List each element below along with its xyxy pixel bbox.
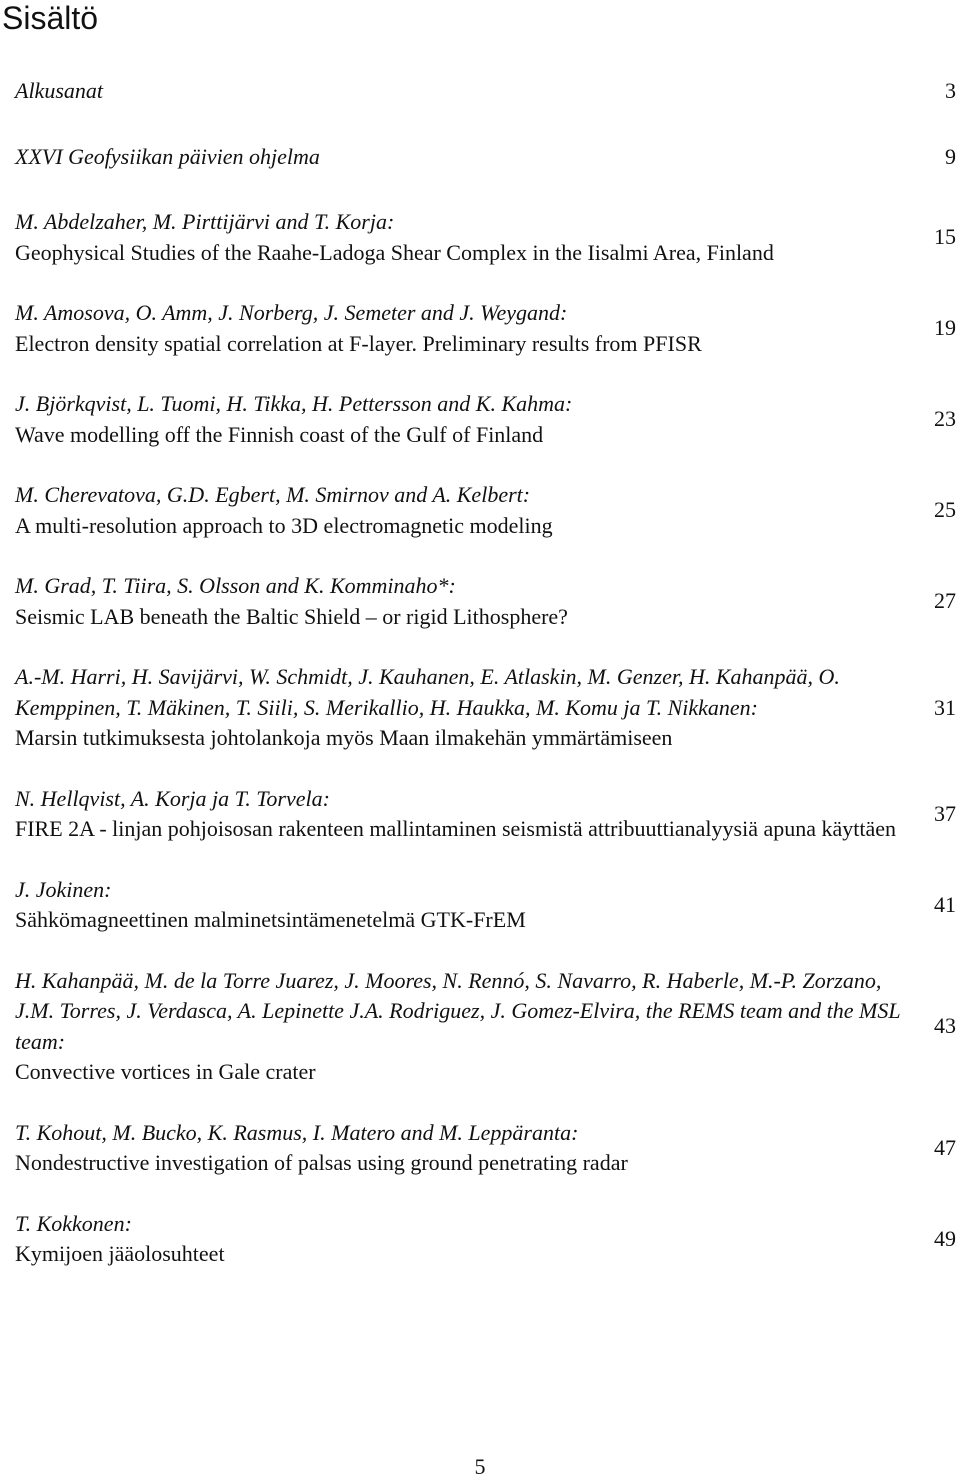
entry-page-number: 27: [934, 588, 956, 614]
toc-entry: [15, 1209, 960, 1270]
toc-entry: [15, 966, 960, 1088]
toc-entry: [15, 875, 960, 936]
entry-authors: T. Kohout, M. Bucko, K. Rasmus, I. Matero and M. Leppäranta:: [15, 1119, 579, 1145]
entry-authors: H. Kahanpää, M. de la Torre Juarez, J. Moores, N. Rennó, S. Navarro, R. Haberle, M.-P. Zorzano, J.M. Torres, J. Verdasca, A. Lepinette J.A. Rodriguez, J. Gomez-Elvira, the REMS team and the MSL team:: [15, 967, 901, 1054]
entry-page-number: 23: [934, 406, 956, 432]
entry-page-number: 41: [934, 891, 956, 917]
entry-page-number: 43: [934, 1013, 956, 1039]
toc-entry: [15, 571, 960, 632]
entry-title: Seismic LAB beneath the Baltic Shield – or rigid Lithosphere?: [15, 603, 568, 629]
entry-page-number: 25: [934, 497, 956, 523]
toc-entry: [15, 662, 960, 754]
entry-title: Sähkömagneettinen malminetsintämenetelmä GTK-FrEM: [15, 907, 526, 932]
entry-title: XXVI Geofysiikan päivien ohjelma: [15, 143, 320, 169]
entry-title: Wave modelling off the Finnish coast of the Gulf of Finland: [15, 421, 544, 447]
page-title: Sisältö: [2, 0, 99, 36]
entry-title: A multi-resolution approach to 3D electromagnetic modeling: [15, 512, 553, 538]
entry-title: Electron density spatial correlation at F-layer. Preliminary results from PFISR: [15, 330, 702, 356]
entry-title: FIRE 2A - linjan pohjoisosan rakenteen mallintaminen seismistä attribuuttianalyysiä apuna käyttäen: [15, 816, 897, 841]
entry-page-number: 15: [934, 224, 956, 250]
entry-title: Geophysical Studies of the Raahe-Ladoga Shear Complex in the Iisalmi Area, Finland: [15, 239, 774, 265]
entry-authors: M. Amosova, O. Amm, J. Norberg, J. Semeter and J. Weygand:: [15, 300, 568, 325]
table-of-contents: [15, 76, 960, 1270]
entry-title: Marsin tutkimuksesta johtolankoja myös Maan ilmakehän ymmärtämiseen: [15, 725, 673, 750]
entry-authors: N. Hellqvist, A. Korja ja T. Torvela:: [15, 785, 330, 811]
toc-entry: [15, 1118, 960, 1179]
entry-authors: J. Björkqvist, L. Tuomi, H. Tikka, H. Pettersson and K. Kahma:: [15, 391, 573, 416]
entry-page-number: 3: [945, 78, 956, 103]
entry-authors: J. Jokinen:: [15, 876, 112, 902]
toc-entry: [15, 480, 960, 541]
entry-page-number: 9: [945, 143, 956, 169]
entry-title: Nondestructive investigation of palsas using ground penetrating radar: [15, 1150, 628, 1175]
entry-authors: T. Kokkonen:: [15, 1210, 132, 1236]
entry-title: Convective vortices in Gale crater: [15, 1059, 316, 1084]
toc-entry: [15, 298, 960, 359]
entry-page-number: 37: [934, 800, 956, 826]
entry-authors: M. Cherevatova, G.D. Egbert, M. Smirnov and A. Kelbert:: [15, 482, 531, 507]
entry-title: Alkusanat: [15, 78, 103, 103]
toc-entry: [15, 142, 960, 173]
page-number: 5: [474, 1454, 486, 1479]
toc-entry: [15, 784, 960, 845]
toc-entry: [15, 389, 960, 450]
entry-authors: A.-M. Harri, H. Savijärvi, W. Schmidt, J. Kauhanen, E. Atlaskin, M. Genzer, H. Kahanpää, O. Kemppinen, T. Mäkinen, T. Siili, S. Merikallio, H. Haukka, M. Komu ja T. Nikkanen:: [15, 664, 840, 720]
entry-page-number: 19: [934, 315, 956, 341]
toc-entry: [15, 207, 960, 268]
entry-authors: M. Grad, T. Tiira, S. Olsson and K. Komminaho*:: [15, 573, 456, 598]
entry-page-number: 49: [934, 1225, 956, 1251]
entry-page-number: 47: [934, 1134, 956, 1160]
entry-page-number: 31: [934, 694, 956, 720]
toc-entry: [15, 76, 960, 107]
entry-title: Kymijoen jääolosuhteet: [15, 1241, 225, 1266]
entry-authors: M. Abdelzaher, M. Pirttijärvi and T. Korja:: [15, 209, 395, 234]
